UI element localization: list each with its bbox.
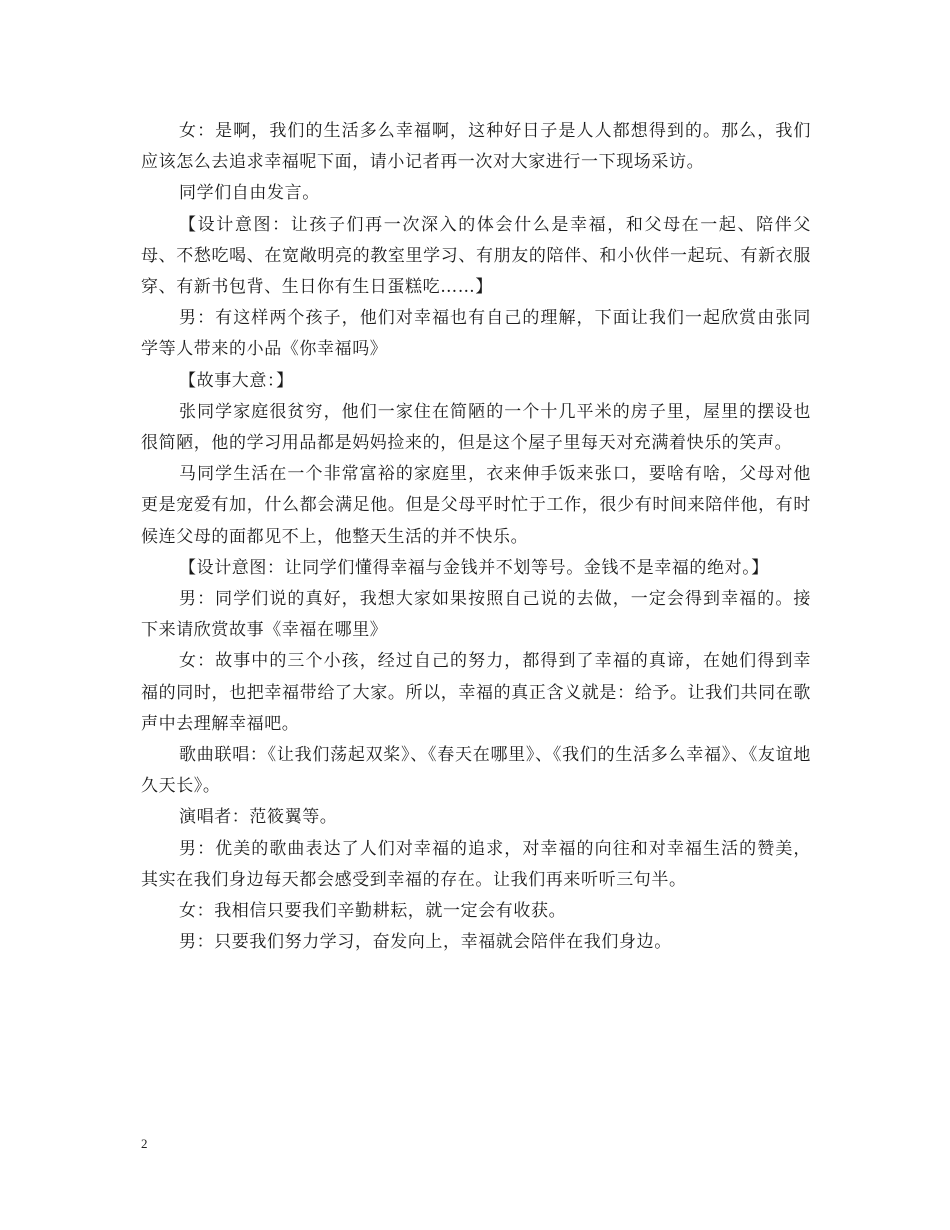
paragraph-14: 女：我相信只要我们辛勤耕耘，就一定会有收获。 (179, 901, 567, 922)
paragraph-2: 同学们自由发言。 (179, 183, 320, 204)
paragraph-4: 男：有这样两个孩子，他们对幸福也有自己的理解，下面让我们一起欣赏由张同学等人带来的小品《你幸福吗》 (141, 308, 811, 360)
paragraph-6: 张同学家庭很贫穷，他们一家住在简陋的一个十几平米的房子里，屋里的摆设也很简陋，他的学习用品都是妈妈捡来的，但是这个屋子里每天对充满着快乐的笑声。 (141, 401, 811, 454)
paragraph-10: 女：故事中的三个小孩，经过自己的努力，都得到了幸福的真谛，在她们得到幸福的同时，也把幸福带给了大家。所以，幸福的真正含义就是：给予。让我们共同在歌声中去理解幸福吧。 (141, 651, 811, 734)
page-number: 2 (141, 1136, 148, 1151)
paragraph-9: 男：同学们说的真好，我想大家如果按照自己说的去做，一定会得到幸福的。接下来请欣赏故事《幸福在哪里》 (141, 589, 811, 641)
paragraph-3: 【设计意图：让孩子们再一次深入的体会什么是幸福，和父母在一起、陪伴父母、不愁吃喝、在宽敞明亮的教室里学习、有朋友的陪伴、和小伙伴一起玩、有新衣服穿、有新书包背、生日你有生日蛋糕吃……】 (141, 214, 811, 298)
document-body (141, 116, 811, 958)
paragraph-15: 男：只要我们努力学习，奋发向上，幸福就会陪伴在我们身边。 (179, 932, 672, 953)
paragraph-5: 【故事大意：】 (179, 370, 294, 391)
paragraph-8: 【设计意图：让同学们懂得幸福与金钱并不划等号。金钱不是幸福的绝对。】 (179, 557, 769, 578)
paragraph-11: 歌曲联唱：《让我们荡起双桨》、《春天在哪里》、《我们的生活多么幸福》、《友谊地久天长》。 (141, 745, 811, 797)
paragraph-1: 女：是啊，我们的生活多么幸福啊，这种好日子是人人都想得到的。那么，我们应该怎么去追求幸福呢下面，请小记者再一次对大家进行一下现场采访。 (141, 121, 811, 173)
paragraph-12: 演唱者：范筱翼等。 (179, 807, 338, 828)
paragraph-7: 马同学生活在一个非常富裕的家庭里，衣来伸手饭来张口，要啥有啥，父母对他更是宠爱有加，什么都会满足他。但是父母平时忙于工作，很少有时间来陪伴他，有时候连父母的面都见不上，他整天生活的并不快乐。 (141, 464, 811, 547)
paragraph-13: 男：优美的歌曲表达了人们对幸福的追求，对幸福的向往和对幸福生活的赞美，其实在我们身边每天都会感受到幸福的存在。让我们再来听听三句半。 (141, 838, 811, 890)
